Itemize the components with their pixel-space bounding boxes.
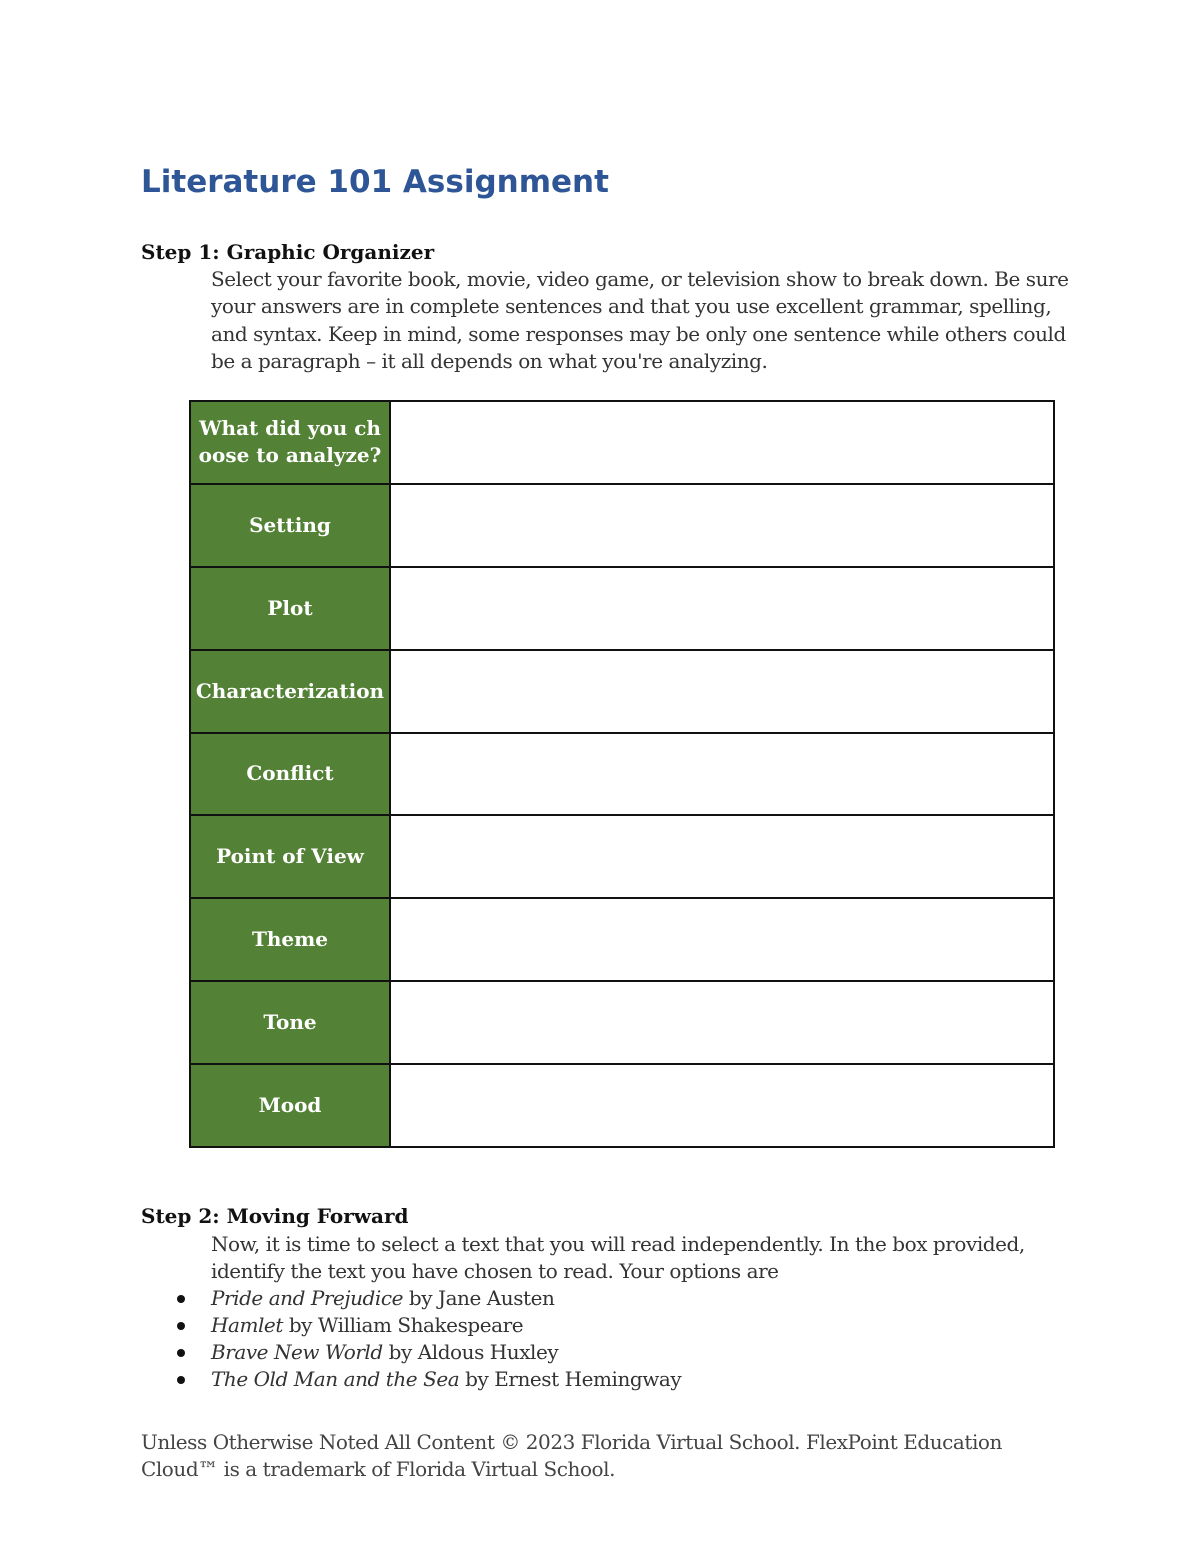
table-row xyxy=(190,484,1054,567)
reading-options-list xyxy=(141,1285,681,1393)
table-row xyxy=(190,567,1054,650)
table-row xyxy=(190,650,1054,733)
row-label-theme: Theme xyxy=(190,898,390,981)
book-author: by Aldous Huxley xyxy=(382,1340,559,1364)
row-label-characterization: Characterization xyxy=(190,650,390,733)
book-author: by Jane Austen xyxy=(403,1286,555,1310)
table-row xyxy=(190,401,1054,484)
table-row xyxy=(190,815,1054,898)
row-label-setting: Setting xyxy=(190,484,390,567)
bullet-icon xyxy=(177,1322,185,1330)
step1-heading: Step 1: Graphic Organizer xyxy=(141,240,435,264)
bullet-icon xyxy=(177,1349,185,1357)
graphic-organizer-table xyxy=(189,400,1055,1148)
answer-cell-tone[interactable] xyxy=(390,981,1054,1064)
table-row xyxy=(190,733,1054,816)
row-label-plot: Plot xyxy=(190,567,390,650)
copyright-footer: Unless Otherwise Noted All Content © 2023 Florida Virtual School. FlexPoint Education Cloud™ is a trademark of Florida Virtual School. xyxy=(141,1430,1002,1481)
list-item xyxy=(141,1312,681,1339)
answer-cell-characterization[interactable] xyxy=(390,650,1054,733)
list-item xyxy=(141,1339,681,1366)
bullet-icon xyxy=(177,1295,185,1303)
table-row xyxy=(190,898,1054,981)
answer-cell-mood[interactable] xyxy=(390,1064,1054,1147)
row-label-conflict: Conflict xyxy=(190,733,390,816)
book-author: by William Shakespeare xyxy=(282,1313,524,1337)
table-row xyxy=(190,981,1054,1064)
step1-instructions: Select your favorite book, movie, video game, or television show to break down. Be sure your answers are in complete sentences and that you use excellent grammar, spelling, and syntax. Keep in mind, some responses may be only one sentence while others could be a paragraph – it all depends on what you're analyzing. xyxy=(211,267,1069,373)
list-item xyxy=(141,1366,681,1393)
book-title: Brave New World xyxy=(211,1340,383,1364)
row-label-point-of-view: Point of View xyxy=(190,815,390,898)
answer-cell-point-of-view[interactable] xyxy=(390,815,1054,898)
book-title: Hamlet xyxy=(211,1313,283,1337)
book-author: by Ernest Hemingway xyxy=(459,1367,682,1391)
answer-cell-conflict[interactable] xyxy=(390,733,1054,816)
answer-cell-choice[interactable] xyxy=(390,401,1054,484)
book-title: The Old Man and the Sea xyxy=(211,1367,460,1391)
book-title: Pride and Prejudice xyxy=(211,1286,403,1310)
row-label-mood: Mood xyxy=(190,1064,390,1147)
step2-instructions: Now, it is time to select a text that you will read independently. In the box provided, identify the text you have chosen to read. Your options are xyxy=(211,1232,1025,1284)
step2-heading: Step 2: Moving Forward xyxy=(141,1204,409,1228)
page-title: Literature 101 Assignment xyxy=(141,164,609,200)
answer-cell-theme[interactable] xyxy=(390,898,1054,981)
answer-cell-setting[interactable] xyxy=(390,484,1054,567)
list-item xyxy=(141,1285,681,1312)
table-row xyxy=(190,1064,1054,1147)
row-label-choice: What did you choose to analyze? xyxy=(190,401,390,484)
bullet-icon xyxy=(177,1376,185,1384)
row-label-tone: Tone xyxy=(190,981,390,1064)
answer-cell-plot[interactable] xyxy=(390,567,1054,650)
